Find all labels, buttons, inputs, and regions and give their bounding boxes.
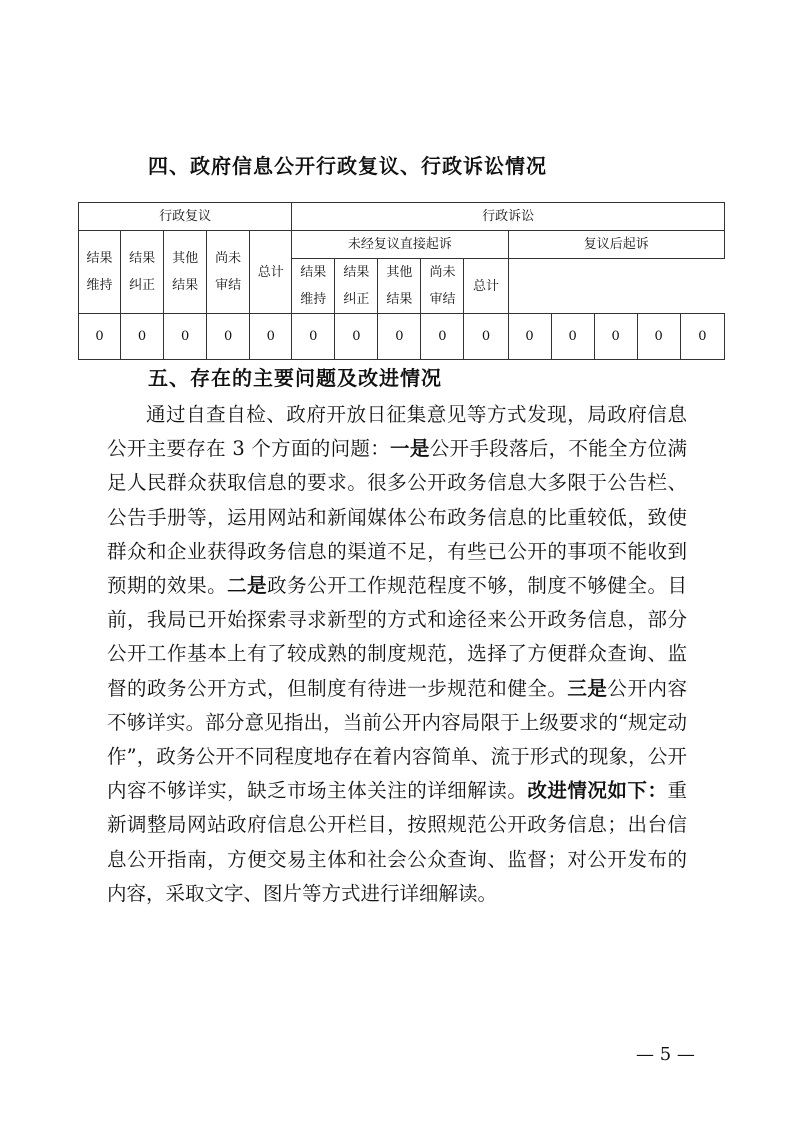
col-result-maintain: 结果 维持 (79, 231, 121, 314)
table-cell: 0 (207, 314, 250, 360)
direct-suit-header: 未经复议直接起诉 (292, 231, 508, 259)
col-result-maintain: 结果 维持 (292, 259, 335, 314)
table-cell: 0 (594, 314, 637, 360)
col-total: 总计 (250, 231, 292, 314)
col-other-result: 其他 结果 (164, 231, 207, 314)
table-cell: 0 (250, 314, 292, 360)
problems-paragraph: 通过自查自检、政府开放日征集意见等方式发现，局政府信息公开主要存在 3 个方面的问题：一是公开手段落后，不能全方位满足人民群众获取信息的要求。很多公开政务信息大多限于公告栏、公告手册等，运用网站和新闻媒体公布政务信息的比重较低，致使群众和企业获得政务信息的渠道不足，有些已公开的事项不能收到预期的效果。二是政务公开工作规范程度不够，制度不够健全。目前，我局已开始探索寻求新型的方式和途径来公开政务信息，部分公开工作基本上有了较成熟的制度规范，选择了方便群众查询、监督的政务公开方式，但制度有待进一步规范和健全。三是公开内容不够详实。部分意见指出，当前公开内容局限于上级要求的“规定动作”，政务公开不同程度地存在着内容简单、流于形式的现象，公开内容不够详实，缺乏市场主体关注的详细解读。改进情况如下：重新调整局网站政府信息公开栏目，按照规范公开政务信息；出台信息公开指南，方便交易主体和社会公众查询、监督；对公开发布的内容，采取文字、图片等方式进行详细解读。 (107, 403, 687, 905)
col-result-correct: 结果 纠正 (121, 231, 164, 314)
admin-litigation-header: 行政诉讼 (292, 203, 725, 231)
table-cell: 0 (121, 314, 164, 360)
table-cell: 0 (508, 314, 551, 360)
table-cell: 0 (680, 314, 724, 360)
table-cell: 0 (551, 314, 594, 360)
post-review-suit-header: 复议后起诉 (508, 231, 724, 259)
table-cell: 0 (292, 314, 335, 360)
table-cell: 0 (335, 314, 378, 360)
admin-review-header: 行政复议 (79, 203, 292, 231)
col-pending: 尚未 审结 (421, 259, 464, 314)
col-other-result: 其他 结果 (378, 259, 421, 314)
table-cell: 0 (79, 314, 121, 360)
col-pending: 尚未 审结 (207, 231, 250, 314)
section-4-heading: 四、政府信息公开行政复议、行政诉讼情况 (148, 154, 547, 178)
col-result-correct: 结果 纠正 (335, 259, 378, 314)
table-cell: 0 (164, 314, 207, 360)
page-number: — 5 — (636, 1044, 695, 1065)
table-cell: 0 (464, 314, 508, 360)
table-cell: 0 (378, 314, 421, 360)
table-cell: 0 (421, 314, 464, 360)
table-cell: 0 (637, 314, 680, 360)
col-total: 总计 (464, 259, 508, 314)
section-5-heading: 五、存在的主要问题及改进情况 (148, 366, 442, 390)
review-litigation-table (78, 202, 725, 360)
